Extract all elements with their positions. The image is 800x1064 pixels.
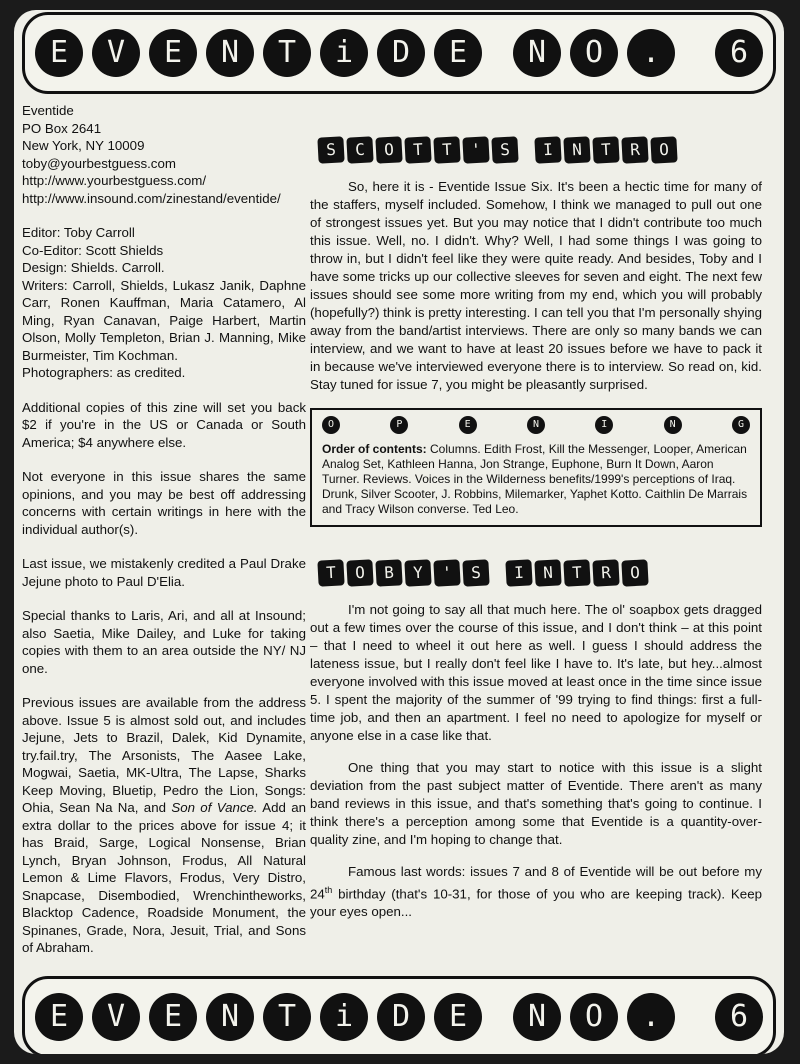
issue-number: 6 (715, 29, 763, 77)
ordinal-suffix: th (324, 885, 333, 895)
contents-list: Columns. Edith Frost, Kill the Messenger, Looper, American Analog Set, Kathleen Hanna, Jon Strange, Euphone, Burn It Down, Aaron Turner. Reviews. Voices in the Wilderness benefits/1999's perceptions of Iraq. Drunk, Silver Scooter, J. Robbins, Milemarker, Yaphet Kotto. Caithlin De Marrais and Tracy Wilson converse. Ted Leo. (322, 442, 748, 516)
heading-letter: B (375, 559, 402, 586)
masthead-letter: N (206, 29, 254, 77)
website-link[interactable]: http://www.insound.com/zinestand/eventide/ (22, 190, 281, 206)
masthead-letter: E (35, 29, 83, 77)
heading-letter: O (621, 559, 648, 586)
masthead-letter: D (377, 29, 425, 77)
masthead-bottom (22, 976, 776, 1054)
credit-line: Co-Editor: Scott Shields (22, 242, 164, 258)
masthead-letter: E (149, 993, 197, 1041)
back-issues-text: Previous issues are available from the address above. Issue 5 is almost sold out, and includes Jejune, Jets to Brazil, Dalek, Kid Dynamite, try.fail.try, The Arsonists, The Aasee Lake, Mogwai, Saetia, MK-Ultra, The Lapse, Sharks Keep Moving, Bluetip, Pedro the Lion, Songs: Ohia, Sean Na Na, and (22, 695, 306, 815)
masthead-letter: D (377, 993, 425, 1041)
heading-letter: T (563, 559, 590, 586)
heading-letter: I (534, 136, 561, 163)
heading-letter: T (404, 136, 431, 163)
heading-letter: I (505, 559, 532, 586)
heading-letter: N (534, 559, 561, 586)
contents-text (322, 442, 750, 517)
masthead-letter: N (513, 29, 561, 77)
email-link[interactable]: toby@yourbestguess.com (22, 155, 176, 171)
scotts-intro-heading (318, 130, 762, 170)
tobys-intro-p2: One thing that you may start to notice with this issue is a slight deviation from the past subject matter of Eventide. There aren't as many band reviews in this issue, and that's something that's going to continue. I think there's a perception among some that Eventide is a quantity-over-quality zine, and I'm hoping to change that. (310, 760, 762, 847)
heading-letter: N (563, 136, 590, 163)
opinions-note: Not everyone in this issue shares the same opinions, and you may be best off addressing concerns with certain writings in here with the individual author(s). (22, 469, 306, 537)
masthead-letter: T (263, 29, 311, 77)
back-issues-text-2: Add an extra dollar to the prices above for issue 4; it has Braid, Sarge, Logical Nonsense, Brian Lynch, Bryan Johnson, Frodus, All Natural Lemon & Lime Flavors, Frodus, Very Distro, Snapcase, Disembodied, Wrenchintheworks, Blacktop Cadence, Roadside Monument, the Spinanes, Grade, Nora, Jesuit, Trial, and Sons of Abraham. (22, 800, 306, 955)
back-issues-title: Son of Vance. (171, 800, 258, 815)
heading-letter: S (317, 136, 344, 163)
masthead-letter: O (570, 29, 618, 77)
heading-letter: T (317, 559, 344, 586)
masthead-letter: V (92, 29, 140, 77)
heading-letter: T (592, 136, 619, 163)
heading-letter: ' (433, 559, 460, 586)
writers-credit: Writers: Carroll, Shields, Lukasz Janik, Daphne Carr, Ronen Kauffman, Maria Catamero, Al Ming, Ryan Canavan, Paige Harbert, Martin Olson, Molly Templeton, Brian J. Manning, Mike Burmeister, Tim Kochman. (22, 277, 306, 363)
tobys-intro-heading (318, 553, 762, 593)
opening-dots (322, 416, 750, 434)
address-line: New York, NY 10009 (22, 138, 145, 153)
back-issues-note (22, 694, 306, 957)
zine-page (14, 10, 784, 1054)
masthead-letter: T (263, 993, 311, 1041)
p3-text-2: birthday (that's 10-31, for those of you who are keeping track). Keep your eyes open... (310, 886, 762, 920)
copies-note: Additional copies of this zine will set you back $2 if you're in the US or Canada or South America; $4 anywhere else. (22, 399, 306, 450)
heading-letter: Y (404, 559, 431, 586)
left-column (22, 102, 306, 974)
heading-letter: S (491, 136, 518, 163)
heading-letter: O (346, 559, 373, 586)
masthead-letter: E (434, 29, 482, 77)
scotts-intro-text: So, here it is - Eventide Issue Six. It's been a hectic time for many of the staffers, myself included. Somehow, I think we managed to pull out one of strongest issues yet. But you may notice that I didn't contribute too much this issue. Well, no. I didn't. Why? Well, I had some things I was going to throw in, but I didn't feel like they were quite ready. And besides, Toby and I have some tricks up our collective sleeves for seven and eight. The next few issues should see some more writing from my end, which you will probably (hopefully?) think is pretty interesting. I can tell you that I'm personally shying away from the band/artist interviews. There are only so many bands we can interview, and we want to have at least 20 issues before we have to pack it in because we've interviewed everyone there is to interview. So read on, kid. Stay tuned for issue 7, you might be pleasantly surprised. (310, 179, 762, 392)
heading-letter: O (375, 136, 402, 163)
contents-box (310, 408, 762, 527)
credit-line: Design: Shields. Carroll. (22, 260, 165, 275)
opening-letter: E (459, 416, 477, 434)
masthead-letter: i (320, 29, 368, 77)
heading-letter: C (346, 136, 373, 163)
heading-letter: R (592, 559, 619, 586)
thanks-note: Special thanks to Laris, Ari, and all at Insound; also Saetia, Mike Dailey, and Luke for taking copies with them to an area outside the NY/ NJ one. (22, 608, 306, 676)
masthead-letter: . (627, 29, 675, 77)
opening-letter: N (664, 416, 682, 434)
correction-note: Last issue, we mistakenly credited a Paul Drake Jejune photo to Paul D'Elia. (22, 556, 306, 589)
masthead-letter: . (627, 993, 675, 1041)
opening-letter: G (732, 416, 750, 434)
masthead-letter: E (149, 29, 197, 77)
tobys-intro-p3 (310, 863, 762, 921)
website-link[interactable]: http://www.yourbestguess.com/ (22, 173, 207, 188)
heading-letter: ' (462, 136, 489, 163)
photographers-credit: Photographers: as credited. (22, 365, 186, 380)
masthead-letter: E (434, 993, 482, 1041)
heading-letter: T (433, 136, 460, 163)
heading-letter: S (462, 559, 489, 586)
credit-line: Editor: Toby Carroll (22, 225, 135, 240)
opening-letter: I (595, 416, 613, 434)
masthead-letter: V (92, 993, 140, 1041)
issue-number: 6 (715, 993, 763, 1041)
credits-block (22, 224, 306, 382)
masthead-letter: E (35, 993, 83, 1041)
opening-letter: N (527, 416, 545, 434)
opening-letter: O (322, 416, 340, 434)
address-line: Eventide (22, 103, 74, 118)
opening-letter: P (390, 416, 408, 434)
heading-letter: R (621, 136, 648, 163)
masthead-letter: N (513, 993, 561, 1041)
p3-text: Famous last words: issues 7 and 8 of Eventide will be out before my 24 (310, 864, 762, 902)
masthead-letter: N (206, 993, 254, 1041)
masthead-letter: O (570, 993, 618, 1041)
contents-label: Order of contents: (322, 442, 427, 456)
address-block (22, 102, 306, 207)
address-line: PO Box 2641 (22, 120, 102, 136)
right-column (310, 120, 762, 935)
tobys-intro-p1: I'm not going to say all that much here. The ol' soapbox gets dragged out a few times over the course of this issue, and I don't think – at this point – that I need to wheel it out here as well. I guess I should address the lateness issue, but I really don't feel like I have to. It's late, but hey...almost everyone involved with this issue moved at least once in the time since issue 5. I spent the majority of the summer of '99 trying to find things: first a full-time job, and then an apartment. I feel no need to apologize for myself or anyone else in a case like that. (310, 602, 762, 743)
masthead-top (22, 12, 776, 94)
heading-letter: O (650, 136, 677, 163)
masthead-letter: i (320, 993, 368, 1041)
